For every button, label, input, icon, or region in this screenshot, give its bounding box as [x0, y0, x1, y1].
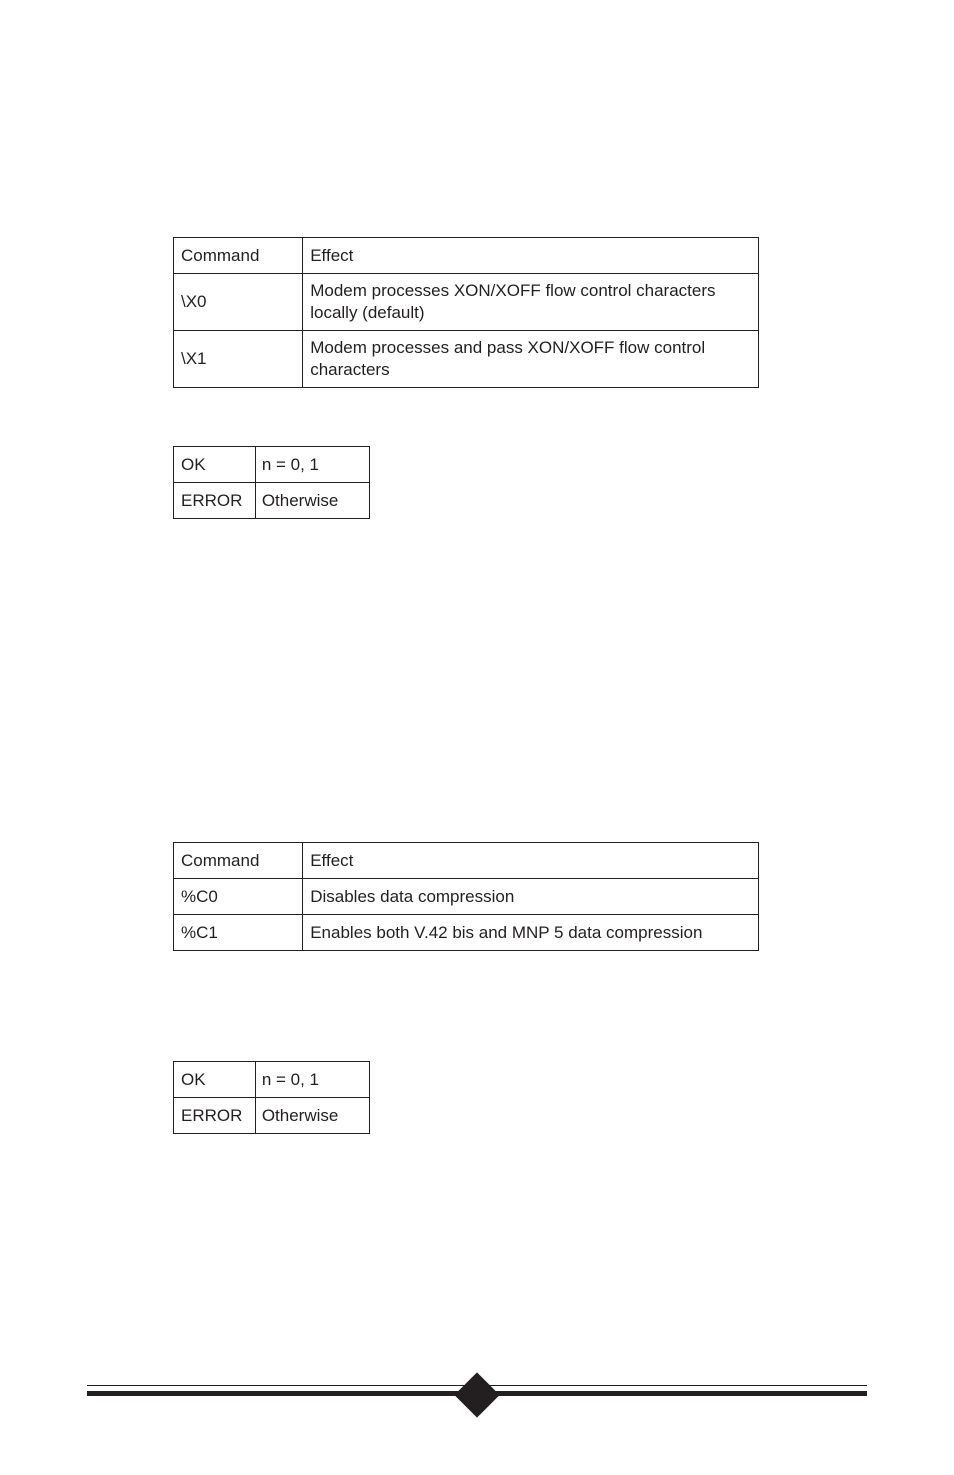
command-cell: %C1 [174, 915, 303, 951]
effect-cell: Disables data compression [303, 879, 759, 915]
flow-control-command-table [173, 237, 759, 388]
column-header-command: Command [174, 843, 303, 879]
table-header-row [174, 843, 759, 879]
table-header-row [174, 238, 759, 274]
effect-cell: Enables both V.42 bis and MNP 5 data compression [303, 915, 759, 951]
effect-cell: Modem processes XON/XOFF flow control characters locally (default) [303, 274, 759, 331]
table-row [174, 274, 759, 331]
result-code-cell: OK [174, 1062, 256, 1098]
table-row [174, 1098, 370, 1134]
result-condition-cell: n = 0, 1 [255, 1062, 369, 1098]
table-row [174, 483, 370, 519]
flow-control-result-table [173, 446, 370, 519]
result-condition-cell: n = 0, 1 [255, 447, 369, 483]
result-code-cell: ERROR [174, 483, 256, 519]
table-row [174, 1062, 370, 1098]
table-row [174, 447, 370, 483]
table-row [174, 879, 759, 915]
column-header-command: Command [174, 238, 303, 274]
footer-diamond-ornament [454, 1372, 499, 1417]
command-cell: %C0 [174, 879, 303, 915]
command-cell: \X1 [174, 331, 303, 388]
table-row [174, 915, 759, 951]
table-row [174, 331, 759, 388]
compression-result-table [173, 1061, 370, 1134]
column-header-effect: Effect [303, 238, 759, 274]
result-code-cell: OK [174, 447, 256, 483]
command-cell: \X0 [174, 274, 303, 331]
effect-cell: Modem processes and pass XON/XOFF flow control characters [303, 331, 759, 388]
result-code-cell: ERROR [174, 1098, 256, 1134]
result-condition-cell: Otherwise [255, 1098, 369, 1134]
compression-command-table [173, 842, 759, 951]
column-header-effect: Effect [303, 843, 759, 879]
result-condition-cell: Otherwise [255, 483, 369, 519]
